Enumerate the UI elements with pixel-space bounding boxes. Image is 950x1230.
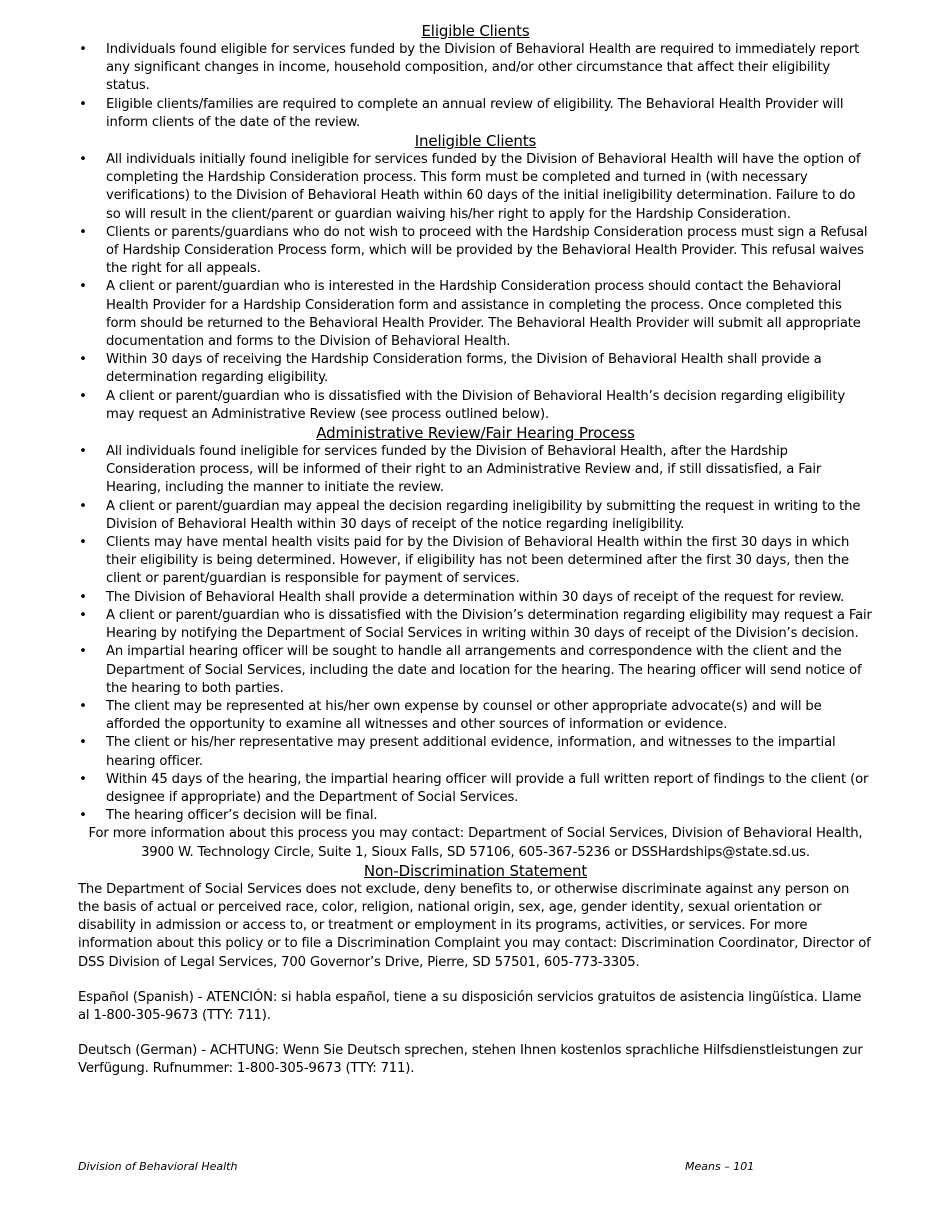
list-item: • Within 30 days of receiving the Hardship Consideration forms, the Division of Behavioral Health shall provide a determination regarding eligibility. [79,352,822,386]
spanish-notice: Español (Spanish) - ATENCIÓN: si habla español, tiene a su disposición servicios gratuitos de asistencia lingüística. Llame al 1-800-305-9673 (TTY: 711). [78,989,862,1023]
administrative-review-heading: Administrative Review/Fair Hearing Process [316,424,635,443]
list-item: • An impartial hearing officer will be sought to handle all arrangements and correspondence with the client and the Department of Social Services, including the date and location for the hearing. The hearing officer will send notice of the hearing to both parties. [79,644,862,696]
bullet-icon: • [79,535,87,551]
list-item: • A client or parent/guardian may appeal the decision regarding ineligibility by submitting the request in writing to the Division of Behavioral Health within 30 days of receipt of the notice regarding ineligibility. [79,498,861,532]
contact-info: For more information about this process you may contact: Department of Social Services, Division of Behavioral Health, 3900 W. Technology Circle, Suite 1, Sioux Falls, SD 57106, 605-367-5236 or DSSHardships@state.sd.us. [88,826,863,860]
bullet-icon: • [79,96,87,112]
list-item: • The client may be represented at his/her own expense by counsel or other appropriate advocate(s) and will be afforded the opportunity to examine all witnesses and other sources of information or evidence. [79,698,822,733]
list-item: • The client or his/her representative may present additional evidence, information, and witnesses to the impartial hearing officer. [79,735,836,769]
bullet-icon: • [79,808,87,824]
footer-page-number: Means – 101 [685,1160,755,1173]
bullet-icon: • [79,152,87,168]
list-item: • Individuals found eligible for services funded by the Division of Behavioral Health are required to immediately report any significant changes in income, household composition, and/or other circumstance that affect their eligibility status. [79,42,860,94]
non-discrimination-text: The Department of Social Services does not exclude, deny benefits to, or otherwise discriminate against any person on the basis of actual or perceived race, color, religion, national origin, sex, age, gender identity, sexual orientation or disability in admission or access to, or treatment or employment in its programs, activities, or services. For more information about this policy or to file a Discrimination Complaint you may contact: Discrimination Coordinator, Director of DSS Division of Legal Services, 700 Governor’s Drive, Pierre, SD 57501, 605-773-3305. [78,881,871,970]
administrative-review-list [78,443,873,825]
ineligible-clients-heading: Ineligible Clients [414,132,537,151]
bullet-icon: • [79,771,87,787]
bullet-icon: • [79,352,87,368]
eligible-clients-list [78,41,873,132]
bullet-icon: • [79,735,87,751]
list-item: • The Division of Behavioral Health shall provide a determination within 30 days of receipt of the request for review. [78,589,873,607]
bullet-icon: • [79,279,87,295]
spacer [78,972,873,989]
bullet-icon: • [79,589,87,605]
list-item: • The hearing officer’s decision will be final. [78,807,873,825]
document-page [78,22,873,1079]
bullet-icon: • [79,444,87,460]
list-item: • Clients or parents/guardians who do not wish to proceed with the Hardship Consideration process must sign a Refusal of Hardship Consideration Process form, which will be provided by the Behavioral Health Provider. This refusal waives the right for all appeals. [79,224,868,277]
bullet-icon: • [79,224,87,240]
bullet-icon: • [79,498,87,514]
bullet-icon: • [79,698,87,714]
spacer [78,1025,873,1042]
bullet-icon: • [79,607,87,623]
bullet-icon: • [79,644,87,660]
list-item: • Clients may have mental health visits paid for by the Division of Behavioral Health within the first 30 days in which their eligibility is being determined. However, if eligibility has not been determined after the first 30 days, then the client or parent/guardian is responsible for payment of services. [79,535,850,587]
german-notice: Deutsch (German) - ACHTUNG: Wenn Sie Deutsch sprechen, stehen Ihnen kostenlos sprachliche Hilfsdienstleistungen zur Verfügung. Rufnummer: 1-800-305-9673 (TTY: 711). [78,1043,863,1077]
list-item: • Eligible clients/families are required to complete an annual review of eligibility. The Behavioral Health Provider will inform clients of the date of the review. [79,96,844,130]
list-item: • All individuals found ineligible for services funded by the Division of Behavioral Health, after the Hardship Consideration process, will be informed of their right to an Administrative Review and, if still dissatisfied, a Fair Hearing, including the manner to initiate the review. [79,444,822,496]
eligible-clients-heading: Eligible Clients [421,22,530,40]
non-discrimination-heading: Non-Discrimination Statement [363,861,588,880]
list-item: • All individuals initially found ineligible for services funded by the Division of Behavioral Health will have the option of completing the Hardship Consideration process. This form must be completed and turned in (with necessary verifications) to the Division of Behavioral Heath within 60 days of the initial ineligibility determination. Failure to do so will result in the client/parent or guardian waiving his/her right to apply for the Hardship Consideration. [79,152,861,222]
list-item: • A client or parent/guardian who is dissatisfied with the Division of Behavioral Health’s decision regarding eligibility may request an Administrative Review (see process outlined below). [79,388,846,422]
bullet-icon: • [79,42,87,57]
list-item: • A client or parent/guardian who is dissatisfied with the Division’s determination regarding eligibility may request a Fair Hearing by notifying the Department of Social Services in writing within 30 days of receipt of the Division’s decision. [79,607,872,642]
ineligible-clients-list [78,151,873,424]
bullet-icon: • [79,388,87,404]
list-item: • Within 45 days of the hearing, the impartial hearing officer will provide a full written report of findings to the client (or designee if appropriate) and the Department of Social Services. [79,771,869,805]
list-item: • A client or parent/guardian who is interested in the Hardship Consideration process should contact the Behavioral Health Provider for a Hardship Consideration form and assistance in completing the process. Once completed this form should be returned to the Behavioral Health Provider. The Behavioral Health Provider will submit all appropriate documentation and forms to the Division of Behavioral Health. [79,279,861,350]
footer-division: Division of Behavioral Health [78,1160,238,1173]
